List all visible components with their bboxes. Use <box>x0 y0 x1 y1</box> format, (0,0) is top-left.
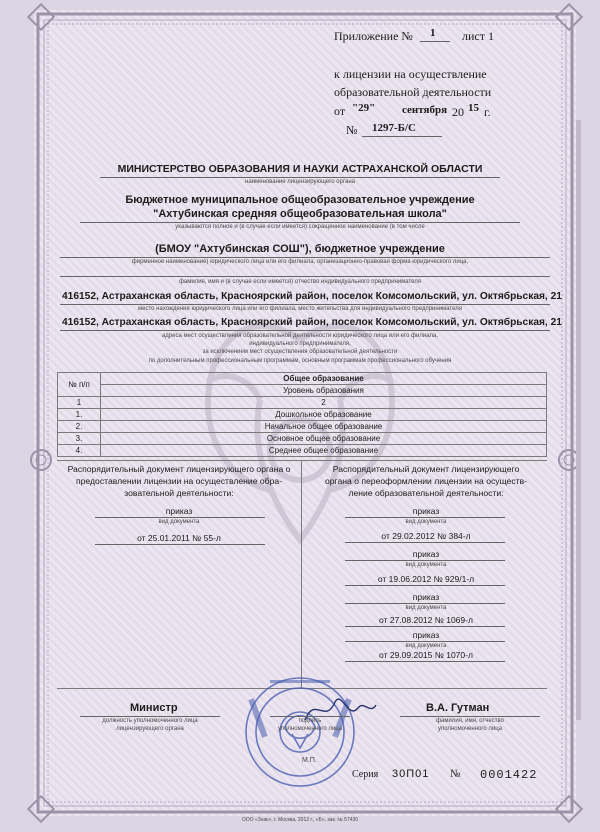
left-heading-2: предоставлении лицензии на осуществление обра- <box>76 476 282 486</box>
org-caption-1: указываются полное и (в случае если имеется) сокращенное наименование (в том числе <box>175 224 425 230</box>
column-divider <box>301 460 302 688</box>
signer-name: В.А. Гутман <box>426 702 490 714</box>
col-index-number: 1 <box>58 397 101 409</box>
license-line-2: образовательной деятельности <box>334 85 492 99</box>
date-month: сентября <box>402 104 448 116</box>
org-caption-5: адреса мест осуществления образовательной деятельности юридического лица или его филиала, <box>161 333 439 339</box>
right-doc-caption: вид документа <box>405 519 447 525</box>
org-caption-6: индивидуального предпринимателя, <box>249 341 351 347</box>
right-doc-ref: от 29.09.2015 № 1070-л <box>379 650 473 660</box>
signer-position: Министр <box>130 702 178 714</box>
name-caption-1: фамилия, имя, отчество <box>436 718 504 724</box>
sheet-label: лист 1 <box>462 29 494 43</box>
right-doc-type: приказ <box>412 549 440 559</box>
right-doc-caption: вид документа <box>405 605 447 611</box>
table-title: Общее образование <box>101 373 547 385</box>
col-header-level: Уровень образования <box>101 385 547 397</box>
signature-caption-1: подпись <box>298 718 322 724</box>
row-number: 2. <box>58 421 101 433</box>
date-year-suffix: г. <box>484 105 491 119</box>
table-row <box>58 421 547 433</box>
license-line-1: к лицензии на осуществление <box>334 67 487 81</box>
org-name-line-1: Бюджетное муниципальное общеобразовательное учреждение <box>125 194 475 206</box>
table-row <box>58 409 547 421</box>
right-doc-caption: вид документа <box>405 643 447 649</box>
right-doc-type: приказ <box>412 592 440 602</box>
ministry-caption: наименование лицензирующего органа <box>245 179 355 185</box>
handwritten-signature <box>300 690 380 730</box>
right-doc-ref: от 19.06.2012 № 929/1-л <box>377 574 475 584</box>
right-doc-caption: вид документа <box>405 562 447 568</box>
org-caption-7: за исключением мест осуществления образовательной деятельности <box>202 349 398 355</box>
left-doc-type: приказ <box>165 506 193 516</box>
row-level: Дошкольное образование <box>101 409 547 421</box>
seal-mark-label: М.П. <box>302 757 317 764</box>
row-level: Среднее общее образование <box>101 445 547 457</box>
table-row <box>58 445 547 457</box>
appendix-number: 1 <box>430 27 436 39</box>
date-from-label: от <box>334 104 346 118</box>
left-heading-3: зовательной деятельности: <box>124 488 234 498</box>
right-heading-1: Распорядительный документ лицензирующего <box>332 464 520 474</box>
org-address-legal: 416152, Астраханская область, Красноярский район, поселок Комсомольский, ул. Октябрьская, 21 <box>62 291 562 302</box>
row-number: 3. <box>58 433 101 445</box>
appendix-label: Приложение № <box>334 29 413 43</box>
org-address-activity: 416152, Астраханская область, Красноярский район, поселок Комсомольский, ул. Октябрьская, 21 <box>62 317 562 328</box>
right-doc-type: приказ <box>412 630 440 640</box>
org-caption-3: фамилия, имя и (в случае если имеется) отчество индивидуального предпринимателя <box>178 279 422 285</box>
right-doc-ref: от 27.08.2012 № 1069-л <box>379 615 473 625</box>
org-name-line-2: "Ахтубинская средняя общеобразовательная школа" <box>153 208 447 220</box>
education-levels-table <box>57 372 547 457</box>
org-caption-4: место нахождения юридического лица или его филиала, место жительства для индивидуального предпринимателя <box>138 306 462 312</box>
number-label: № <box>346 123 358 137</box>
org-short-name: (БМОУ "Ахтубинская СОШ"), бюджетное учреждение <box>155 243 445 255</box>
date-year-prefix: 20 <box>452 105 464 119</box>
row-level: Начальное общее образование <box>101 421 547 433</box>
name-caption-2: уполномоченного лица <box>437 726 503 732</box>
col-header-number: № п/п <box>58 373 101 397</box>
left-heading-1: Распорядительный документ лицензирующего органа о <box>67 464 291 474</box>
series-value: 30П01 <box>392 768 430 780</box>
right-doc-type: приказ <box>412 506 440 516</box>
date-year: 15 <box>468 102 479 114</box>
row-number: 4. <box>58 445 101 457</box>
serial-number-label: № <box>450 768 461 780</box>
right-heading-2: органа о переоформлении лицензии на осуществ- <box>325 476 527 486</box>
license-number: 1297-Б/С <box>372 122 416 134</box>
section-divider <box>57 460 547 461</box>
row-level: Основное общее образование <box>101 433 547 445</box>
table-row <box>58 433 547 445</box>
left-doc-caption: вид документа <box>158 519 200 525</box>
right-doc-ref: от 29.02.2012 № 384-л <box>381 531 471 541</box>
position-caption-1: должность уполномоченного лица <box>102 718 198 724</box>
left-doc-ref: от 25.01.2011 № 55-л <box>137 533 221 543</box>
org-caption-8: по дополнительным профессиональным программам, основным программам профессионального обучения <box>148 358 452 364</box>
series-label: Серия <box>352 769 379 780</box>
position-caption-2: лицензирующего органа <box>116 726 184 732</box>
col-index-level: 2 <box>101 397 547 409</box>
row-number: 1. <box>58 409 101 421</box>
right-heading-3: ление образовательной деятельности: <box>348 488 504 498</box>
serial-number: 0001422 <box>480 768 538 782</box>
signature-caption-2: уполномоченного лица <box>277 726 343 732</box>
ministry-name: МИНИСТЕРСТВО ОБРАЗОВАНИЯ И НАУКИ АСТРАХАНСКОЙ ОБЛАСТИ <box>117 163 483 175</box>
org-caption-2: фирменное наименование) юридического лица или его филиала, организационно-правовая форма юридического лица, <box>131 259 469 265</box>
date-day: "29" <box>352 102 376 114</box>
printer-info: ООО «Знак», г. Москва, 2012 г., «Б», зак. № 57430 <box>241 817 359 823</box>
